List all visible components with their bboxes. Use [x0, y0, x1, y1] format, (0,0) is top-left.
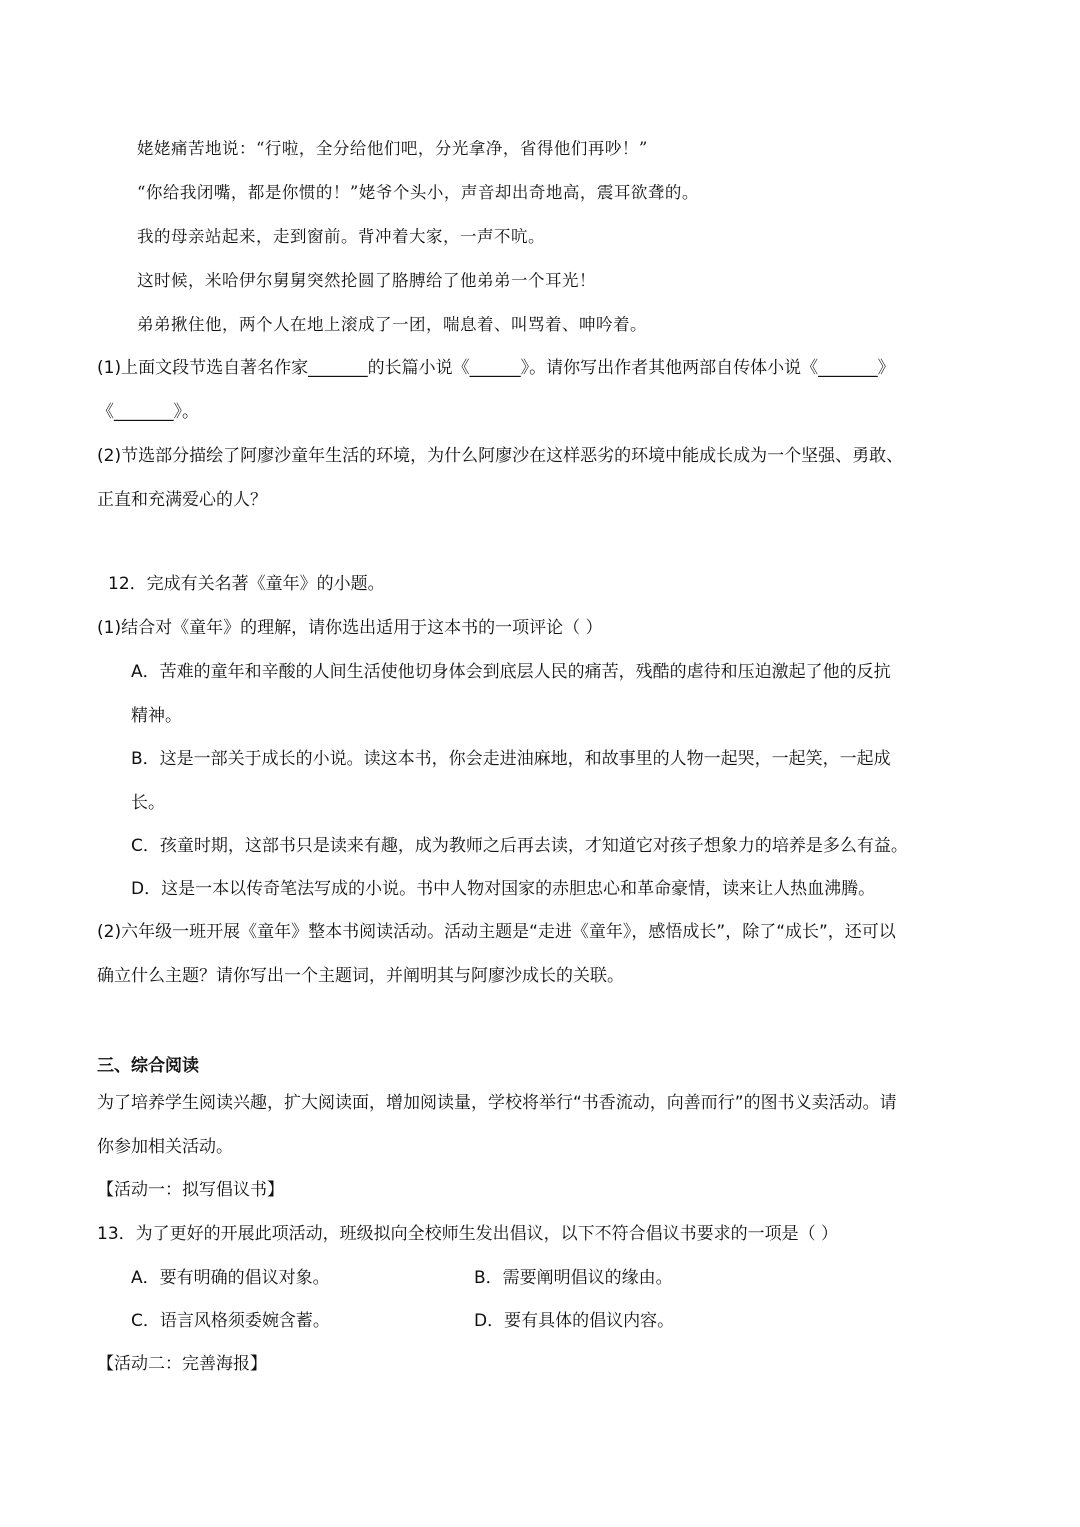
- q12-option-a-line1: A．苦难的童年和辛酸的人间生活使他切身体会到底层人民的痛苦，残酷的虐待和压迫激起了他的反抗: [131, 662, 891, 682]
- activity-one-heading: 【活动一：拟写倡议书】: [97, 1180, 284, 1200]
- q12-part1: (1)结合对《童年》的理解，请你选出适用于这本书的一项评论（ ）: [97, 618, 603, 638]
- q12-part2-line2: 确立什么主题？请你写出一个主题词，并阐明其与阿廖沙成长的关联。: [97, 966, 624, 986]
- q13-option-a: A．要有明确的倡议对象。: [131, 1268, 330, 1288]
- q13-option-c: C．语言风格须委婉含蓄。: [131, 1311, 330, 1331]
- q13-option-b: B．需要阐明倡议的缘由。: [474, 1268, 673, 1288]
- passage-line-4: 这时候，米哈伊尔舅舅突然抡圆了胳膊给了他弟弟一个耳光！: [137, 271, 596, 290]
- section-heading: 三、综合阅读: [97, 1056, 199, 1076]
- q12-option-c: C．孩童时期，这部书只是读来有趣，成为教师之后再去读，才知道它对孩子想象力的培养是多么有益。: [131, 836, 908, 856]
- q11-part1-line2: 《_______》。: [97, 402, 199, 422]
- passage-line-1: 姥姥痛苦地说：“行啦，全分给他们吧，分光拿净，省得他们再吵！”: [137, 139, 648, 158]
- section-intro-line1: 为了培养学生阅读兴趣，扩大阅读面，增加阅读量，学校将举行“书香流动，向善而行”的图书义卖活动。请: [97, 1093, 897, 1113]
- passage-line-3: 我的母亲站起来，走到窗前。背冲着大家，一声不吭。: [137, 227, 545, 246]
- activity-two-heading: 【活动二：完善海报】: [97, 1354, 267, 1374]
- q11-part2-line1: (2)节选部分描绘了阿廖沙童年生活的环境，为什么阿廖沙在这样恶劣的环境中能成长成为一个坚强、勇敢、: [97, 446, 904, 466]
- q12-option-a-line2: 精神。: [131, 706, 182, 726]
- q11-part2-line2: 正直和充满爱心的人？: [97, 490, 267, 510]
- passage-line-5: 弟弟揪住他，两个人在地上滚成了一团，喘息着、叫骂着、呻吟着。: [137, 315, 647, 334]
- q13-title: 13．为了更好的开展此项活动，班级拟向全校师生发出倡议，以下不符合倡议书要求的一项是（ ）: [97, 1224, 839, 1244]
- q13-option-d: D．要有具体的倡议内容。: [474, 1311, 675, 1331]
- q12-option-b-line2: 长。: [131, 793, 165, 813]
- section-intro-line2: 你参加相关活动。: [97, 1137, 233, 1157]
- q12-option-b-line1: B．这是一部关于成长的小说。读这本书，你会走进油麻地，和故事里的人物一起哭，一起笑，一起成: [131, 749, 891, 769]
- q12-title: 12．完成有关名著《童年》的小题。: [108, 574, 385, 594]
- q12-part2-line1: (2)六年级一班开展《童年》整本书阅读活动。活动主题是“走进《童年》，感悟成长”，除了“成长”，还可以: [97, 922, 896, 942]
- q12-option-d: D．这是一本以传奇笔法写成的小说。书中人物对国家的赤胆忠心和革命豪情，读来让人热血沸腾。: [131, 879, 876, 899]
- passage-line-2: “你给我闭嘴，都是你惯的！”姥爷个头小，声音却出奇地高，震耳欲聋的。: [137, 183, 699, 202]
- q11-part1-line1: (1)上面文段节选自著名作家_______的长篇小说《______》。请你写出作者其他两部自传体小说《_______》: [97, 358, 895, 378]
